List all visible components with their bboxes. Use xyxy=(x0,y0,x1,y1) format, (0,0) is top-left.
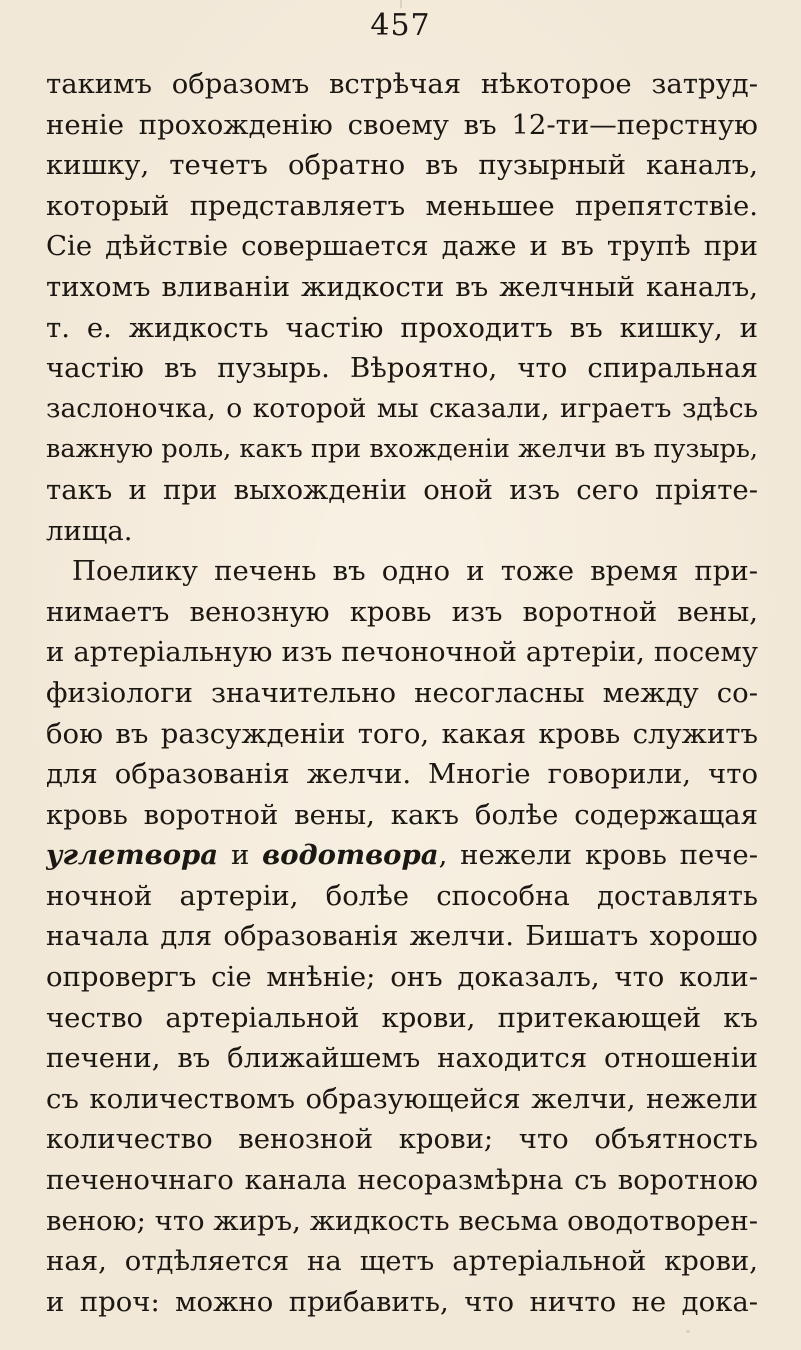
text-line: кровь воротной вены, какъ болѣе содержащая xyxy=(46,798,758,831)
text-line: неніе прохожденію своему въ 12-ти—перстную xyxy=(46,108,758,141)
text-line: частію въ пузырь. Вѣроятно, что спиральная xyxy=(46,352,758,385)
text-line: кишку, течетъ обратно въ пузырный каналъ, xyxy=(46,149,758,182)
text-fragment: и xyxy=(218,839,263,872)
text-line: для образованія желчи. Многіе говорили, что xyxy=(46,758,758,791)
emphasis-term: водотвора xyxy=(262,839,439,872)
text-line: количество венозной крови; что объятность xyxy=(46,1123,758,1156)
text-line: такъ и при выхожденіи оной изъ сего пріяте- xyxy=(46,473,758,506)
body-text xyxy=(46,64,758,1322)
text-line: веною; что жиръ, жидкость весьма оводотворен- xyxy=(46,1204,758,1237)
text-line: начала для образованія желчи. Бишатъ хорошо xyxy=(46,920,758,953)
text-line: ная, отдѣляется на щетъ артеріальной крови, xyxy=(46,1245,758,1278)
text-fragment: , нежели кровь пече- xyxy=(438,839,758,872)
text-line: т. е. жидкость частію проходитъ въ кишку, и xyxy=(46,311,758,344)
text-line: Сіе дѣйствіе совершается даже и въ трупѣ при xyxy=(46,230,758,263)
text-line: и проч: можно прибавить, что ничто не дока- xyxy=(46,1285,758,1318)
text-line: и артеріальную изъ печоночной артеріи, посему xyxy=(46,636,758,669)
text-line: важную роль, какъ при вхожденіи желчи въ пузырь, xyxy=(46,434,758,465)
text-line: Поелику печень въ одно и тоже время при- xyxy=(72,555,758,588)
emphasis-term: углетвора xyxy=(46,839,219,872)
text-line: чество артеріальной крови, притекающей къ xyxy=(46,1001,758,1034)
text-line: опровергъ сіе мнѣніе; онъ доказалъ, что коли- xyxy=(46,961,758,994)
text-line: лища. xyxy=(46,514,133,547)
page-number: 457 xyxy=(370,8,431,43)
text-line: ночной артеріи, болѣе способна доставлять xyxy=(46,879,758,912)
text-line: тихомъ вливаніи жидкости въ желчный каналъ, xyxy=(46,270,758,303)
text-line: который представляетъ меньшее препятствіе. xyxy=(46,189,758,222)
paper-blemish xyxy=(400,0,402,8)
text-line: нимаетъ венозную кровь изъ воротной вены, xyxy=(46,595,758,628)
text-line: печеночнаго канала несоразмѣрна съ воротною xyxy=(46,1164,758,1197)
text-line-emphasis xyxy=(46,835,758,876)
text-line: заслоночка, о которой мы сказали, играетъ здѣсь xyxy=(46,392,758,424)
text-line: печени, въ ближайшемъ находится отношеніи xyxy=(46,1042,758,1075)
text-line: физіологи значительно несогласны между со- xyxy=(46,676,758,709)
text-line: такимъ образомъ встрѣчая нѣкоторое затруд- xyxy=(46,68,758,100)
text-line: съ количествомъ образующейся желчи, нежели xyxy=(46,1082,758,1115)
paper-blemish xyxy=(686,1330,690,1333)
text-line: бою въ разсужденіи того, какая кровь служитъ xyxy=(46,717,758,750)
